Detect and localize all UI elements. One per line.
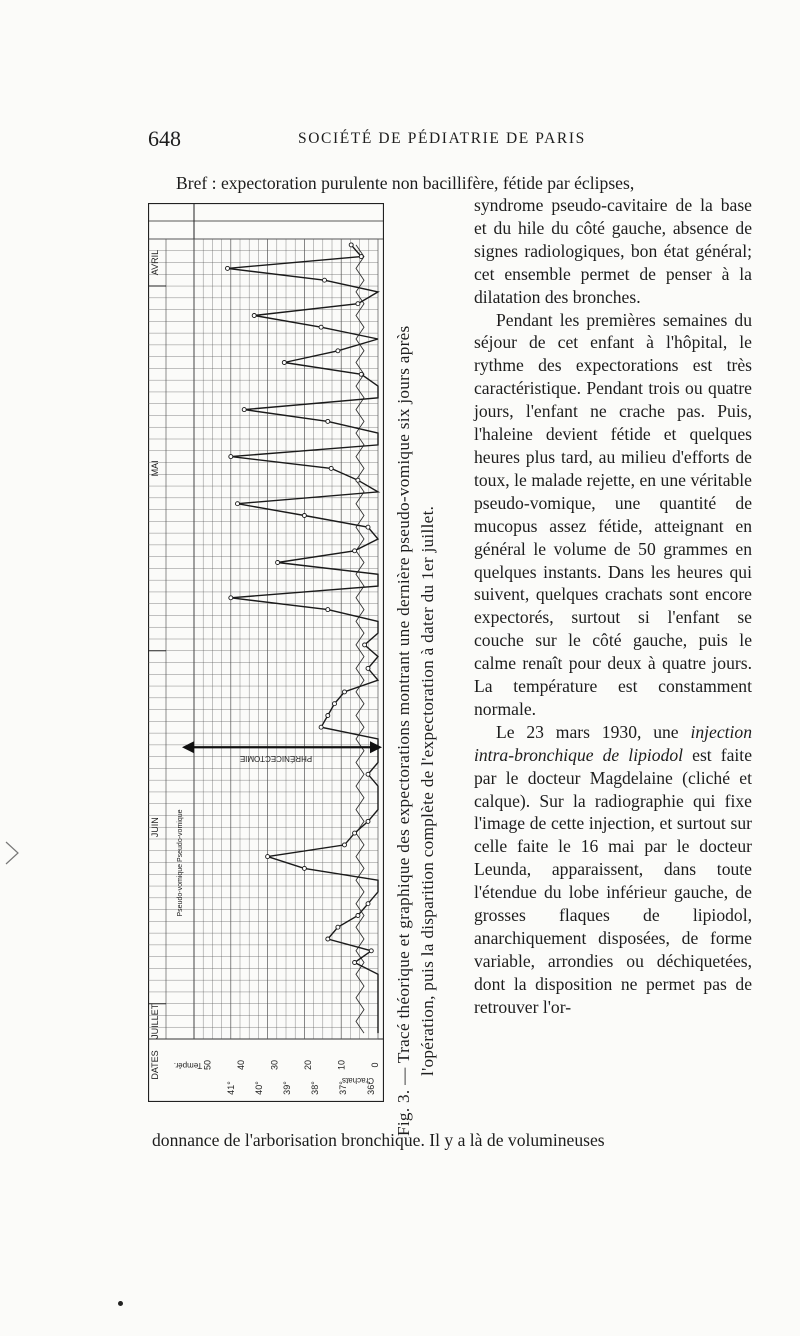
crachats-tick-label: 50 <box>202 1059 213 1071</box>
operation-label: PHRÉNICECTOMIE <box>239 754 313 764</box>
crachats-data-point <box>302 514 306 518</box>
crachats-data-point <box>236 502 240 506</box>
paragraph-3-italic: injection intra-bronchique de lipiodol <box>474 721 752 765</box>
temperature-tick-label: 41° <box>226 1081 236 1095</box>
crachats-data-point <box>333 702 337 706</box>
operation-arrow-left-head <box>182 741 194 753</box>
crachats-tick-label: 20 <box>303 1059 314 1071</box>
crachats-data-point <box>226 266 230 270</box>
temperature-tick-label: 38° <box>310 1081 320 1095</box>
crachats-data-point <box>369 949 373 953</box>
crachats-data-point <box>356 914 360 918</box>
crachats-data-point <box>229 596 233 600</box>
first-text-line: Bref : expectoration purulente non bacillifère, fétide par éclipses, <box>176 173 635 193</box>
crachats-data-point <box>326 608 330 612</box>
temperature-tick-label: 36° <box>366 1081 376 1095</box>
crachats-data-point <box>319 325 323 329</box>
crachats-data-point <box>329 466 333 470</box>
month-label: JUILLET <box>150 1003 160 1039</box>
crachats-data-point <box>252 314 256 318</box>
dates-label: DATES <box>150 1050 160 1080</box>
operation-arrow-right-head <box>370 741 382 753</box>
chart-frame <box>149 204 384 1102</box>
ink-dot <box>118 1301 123 1306</box>
crachats-data-point <box>266 855 270 859</box>
crachats-data-point <box>356 478 360 482</box>
text-column <box>474 194 752 1019</box>
temperature-tick-label: 37° <box>338 1081 348 1095</box>
crachats-data-point <box>326 419 330 423</box>
crachats-data-point <box>326 937 330 941</box>
crachats-data-point <box>359 372 363 376</box>
page-number: 648 <box>148 126 181 151</box>
crachats-data-point <box>326 714 330 718</box>
caption-line-2: l'opération, puis la disparition complète de l'expectoration à dater du 1er juillet. <box>418 505 437 1076</box>
crachats-data-point <box>366 819 370 823</box>
page-header <box>148 126 748 156</box>
pseudo-vomique-label: Pseudo-vomique Pseudo-vomique <box>177 809 184 917</box>
crachats-data-point <box>336 925 340 929</box>
crachats-data-point <box>229 455 233 459</box>
crachats-data-point <box>319 725 323 729</box>
temperature-tick-label: 39° <box>282 1081 292 1095</box>
margin-chevron-mark <box>2 838 22 868</box>
month-label: JUIN <box>150 817 160 838</box>
crachats-data-point <box>336 349 340 353</box>
crachats-tick-label: 30 <box>269 1059 280 1071</box>
last-text-line: donnance de l'arborisation bronchique. Il y a là de volumineuses <box>152 1130 605 1150</box>
temperature-tick-label: 40° <box>254 1081 264 1095</box>
crachats-tick-label: 40 <box>236 1059 247 1071</box>
crachats-data-point <box>353 961 357 965</box>
crachats-data-point <box>242 408 246 412</box>
crachats-data-point <box>366 902 370 906</box>
crachats-data-point <box>302 866 306 870</box>
crachats-data-point <box>343 843 347 847</box>
crachats-tick-label: 0 <box>370 1062 380 1068</box>
crachats-data-point <box>282 361 286 365</box>
month-label: AVRIL <box>150 249 160 276</box>
crachats-data-point <box>353 549 357 553</box>
crachats-data-point <box>343 690 347 694</box>
crachats-data-point <box>363 643 367 647</box>
figure-caption <box>392 212 444 1136</box>
crachats-data-point <box>356 302 360 306</box>
caption-line-1: Fig. 3. — Tracé théorique et graphique des expectorations montrant une dernière pseudo-vomique six jours après <box>394 325 413 1136</box>
paragraph-1: syndrome pseudo-cavitaire de la base et du hile du côté gauche, absence de signes radiologiques, bon état général; cet ensemble permet de penser à la dilatation des bronches. <box>474 195 752 307</box>
paragraph-3-lead: Le 23 mars 1930, une <box>496 721 691 742</box>
crachats-data-point <box>276 561 280 565</box>
month-label: MAI <box>150 460 160 477</box>
temperature-expectoration-chart <box>148 203 384 1102</box>
paragraph-3 <box>474 721 752 1019</box>
crachats-data-point <box>349 243 353 247</box>
crachats-data-point <box>366 772 370 776</box>
temperature-axis-label: Tempér. <box>173 1061 203 1070</box>
running-title: SOCIÉTÉ DE PÉDIATRIE DE PARIS <box>298 130 586 147</box>
paragraph-2: Pendant les premières semaines du séjour de cet enfant à l'hôpital, le rythme des expectorations est très caractéristique. Pendant trois ou quatre jours, l'enfant ne crache pas. Puis, l'haleine devient fétide et quelques heures plus tard, au milieu d'efforts de toux, le malade rejette, en une véritable pseudo-vomique, une quantité de mucopus assez fétide, atteignant en général le volume de 50 grammes en quelques instants. Dans les heures qui suivent, quelques crachats sont encore expectorés, surtout si l'enfant se couche sur le côté gauche, puis le calme renaît pour deux à quatre jours. La température est constamment normale. <box>474 309 752 719</box>
crachats-data-point <box>353 831 357 835</box>
crachats-data-point <box>366 525 370 529</box>
crachats-axis-label: Crachats <box>341 1076 375 1085</box>
crachats-data-point <box>359 255 363 259</box>
crachats-data-point <box>323 278 327 282</box>
crachats-data-point <box>366 666 370 670</box>
paragraph-3-rest: est faite par le docteur Magdelaine (cliché et calque). Sur la radiographie qui fixe l'image de cette injection, et surtout sur celle faite le 16 mai par le docteur Leunda, apparaissent, dans toute l'étendue du lobe inférieur gauche, de grosses flaques de lipiodol, anarchiquement disposées, de forme variable, arrondies ou déchiquetées, dont la disposition ne permet pas de retrouver l'or- <box>474 744 753 1017</box>
crachats-tick-label: 10 <box>336 1059 347 1071</box>
